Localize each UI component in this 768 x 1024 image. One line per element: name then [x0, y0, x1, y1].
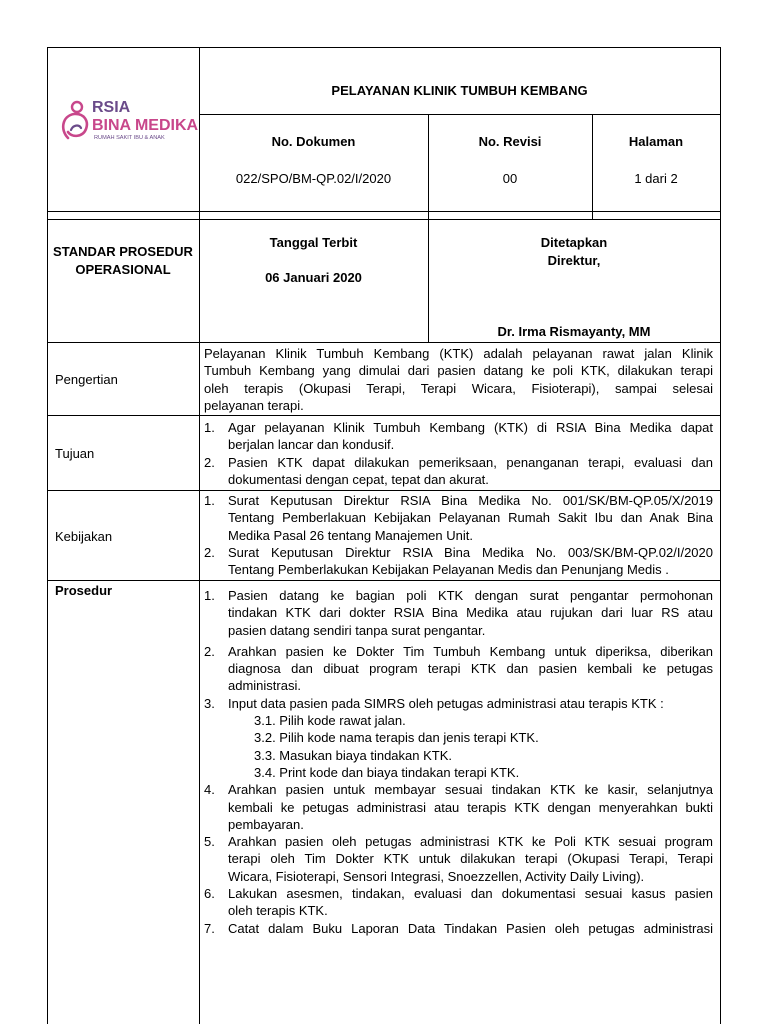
- list-line: diagnosa dan dibuat program terapi KTK dan pasien kembali ke petugas: [228, 661, 713, 677]
- label-column-divider: [199, 47, 200, 1024]
- sub-item: 3.3. Masukan biaya tindakan KTK.: [254, 747, 453, 763]
- approval-role: Direktur,: [547, 253, 601, 268]
- list-item: [204, 454, 713, 489]
- sub-item: 3.1. Pilih kode rawat jalan.: [254, 713, 406, 729]
- document-title: PELAYANAN KLINIK TUMBUH KEMBANG: [331, 83, 588, 98]
- list-number: 2.: [204, 454, 215, 470]
- header-cell-bottom: [47, 219, 721, 220]
- list-number: 5.: [204, 834, 215, 850]
- list-item: [204, 643, 713, 695]
- list-item: [204, 492, 713, 544]
- kebijakan-row-bottom: [47, 580, 721, 581]
- document-number-label: No. Dokumen: [271, 134, 356, 149]
- page-value: 1 dari 2: [634, 171, 678, 186]
- list-number: 2.: [204, 544, 215, 560]
- tujuan-row-bottom: [47, 490, 721, 491]
- table-border-left: [47, 47, 48, 1024]
- pengertian-row-bottom: [47, 415, 721, 416]
- list-line: Tentang Pemberlakukan Kebijakan Pelayanan Medis dan Penunjang Medis .: [228, 562, 669, 578]
- list-line: tindakan KTK dari dokter RSIA Bina Medika atau rujukan dari luar RS atau: [228, 605, 713, 621]
- sop-row-bottom: [47, 342, 721, 343]
- list-line: pasien datang sendiri tanpa surat pengantar.: [228, 622, 486, 638]
- list-line: berjalan lancar dan kondusif.: [228, 437, 395, 453]
- list-item: [204, 781, 713, 833]
- pengertian-line: Tumbuh Kembang yang dimulai dari pasien datang ke poli KTK, dilakukan terapi: [204, 363, 713, 379]
- kebijakan-list: [204, 492, 713, 578]
- list-number: 1.: [204, 493, 215, 508]
- list-line: dokumentasi dengan cepat, tepat dan akurat.: [228, 471, 489, 487]
- issued-date-value: 06 Januari 2020: [265, 270, 362, 285]
- document-number-value: 022/SPO/BM-QP.02/I/2020: [235, 171, 392, 186]
- table-border-top: [47, 47, 721, 48]
- logo-text-tagline: RUMAH SAKIT IBU & ANAK: [94, 135, 165, 141]
- pengertian-line: Pelayanan Klinik Tumbuh Kembang (KTK) adalah pelayanan rawat jalan Klinik: [204, 346, 713, 361]
- list-number: 2.: [204, 643, 215, 659]
- tujuan-list: [204, 419, 713, 488]
- list-line: Tentang Pemberlakuan Kebijakan Pelayanan Rumah Sakit Ibu dan Anak Bina: [228, 510, 713, 526]
- list-number: 7.: [204, 920, 215, 936]
- list-number: 3.: [204, 695, 215, 711]
- list-number: 6.: [204, 886, 215, 902]
- header-divider: [199, 114, 721, 115]
- list-line: Arahkan pasien ke Dokter Tim Tumbuh Kembang untuk diperiksa, diberikan: [228, 643, 713, 659]
- list-item: [204, 695, 713, 781]
- approval-label: Ditetapkan: [540, 235, 608, 250]
- list-line: Arahkan pasien oleh petugas administrasi KTK ke Poli KTK sesuai program: [228, 834, 713, 850]
- list-line: Surat Keputusan Direktur RSIA Bina Medika No. 001/SK/BM-QP.05/X/2019: [228, 493, 713, 508]
- list-line: Medika Pasal 26 tentang Manajemen Unit.: [228, 527, 473, 543]
- director-name: Dr. Irma Rismayanty, MM: [497, 324, 651, 339]
- hospital-logo: [58, 94, 198, 144]
- list-line: Wicara, Fisioterapi, Sensori Integrasi, Snoezzellen, Activity Daily Living).: [228, 868, 645, 884]
- list-item: [204, 587, 713, 639]
- mother-child-logo-icon: [58, 94, 198, 144]
- pengertian-line: oleh terapis (Okupasi Terapi, Terapi Wicara, Fisioterapi), sampai selesai: [204, 380, 713, 396]
- prosedur-label: Prosedur: [55, 583, 113, 598]
- list-line: Input data pasien pada SIMRS oleh petugas administrasi atau terapis KTK :: [228, 695, 664, 711]
- logo-text-bina-medika: BINA MEDIKA: [92, 117, 198, 134]
- list-line: Agar pelayanan Klinik Tumbuh Kembang (KTK) di RSIA Bina Medika dapat: [228, 420, 713, 435]
- list-item: [204, 920, 713, 937]
- list-line: Pasien KTK dapat dilakukan pemeriksaan, penanganan terapi, evaluasi dan: [228, 454, 713, 470]
- logo-text-rsia: RSIA: [92, 99, 131, 116]
- list-line: Pasien datang ke bagian poli KTK dengan surat pengantar permohonan: [228, 588, 713, 603]
- list-item: [204, 885, 713, 920]
- pengertian-label: Pengertian: [55, 372, 118, 387]
- revision-value: 00: [502, 171, 518, 186]
- sop-label-line1: STANDAR PROSEDUR: [53, 244, 193, 259]
- table-border-right: [720, 47, 721, 1024]
- list-line: pembayaran.: [228, 816, 304, 832]
- list-item: [204, 833, 713, 885]
- list-line: Surat Keputusan Direktur RSIA Bina Medika No. 003/SK/BM-QP.02/I/2020: [228, 544, 713, 560]
- kebijakan-label: Kebijakan: [55, 529, 113, 544]
- list-line: Arahkan pasien untuk membayar sesuai tindakan KTK ke kasir, selanjutnya: [228, 782, 713, 798]
- list-number: 1.: [204, 420, 215, 435]
- revision-label: No. Revisi: [478, 134, 542, 149]
- page-label: Halaman: [628, 134, 684, 149]
- sop-label-line2: OPERASIONAL: [75, 262, 171, 277]
- list-item: [204, 419, 713, 454]
- list-item: [204, 544, 713, 579]
- pengertian-line: pelayanan terapi.: [204, 397, 304, 413]
- list-line: oleh terapis KTK.: [228, 903, 328, 919]
- logo-cell-bottom: [47, 211, 721, 212]
- list-line: kembali ke petugas administrasi atau terapis KTK dengan menyerahkan bukti: [228, 799, 713, 815]
- list-number: 4.: [204, 782, 215, 798]
- list-number: 1.: [204, 588, 215, 603]
- sub-item: 3.4. Print kode dan biaya tindakan terapi KTK.: [254, 764, 520, 780]
- page-column-left: [592, 114, 593, 220]
- list-line: administrasi.: [228, 678, 301, 694]
- list-line: Catat dalam Buku Laporan Data Tindakan Pasien oleh petugas administrasi: [228, 920, 713, 936]
- tujuan-label: Tujuan: [55, 446, 95, 461]
- pengertian-text: [204, 345, 713, 414]
- issued-date-label: Tanggal Terbit: [269, 235, 358, 250]
- prosedur-list: [204, 587, 713, 937]
- list-line: terapi oleh Tim Dokter KTK untuk dilakukan terapi (Okupasi Terapi, Terapi: [228, 851, 713, 867]
- list-line: Lakukan asesmen, tindakan, evaluasi dan dokumentasi sesuai kasus pasien: [228, 886, 713, 902]
- sub-item: 3.2. Pilih kode nama terapis dan jenis terapi KTK.: [254, 730, 539, 746]
